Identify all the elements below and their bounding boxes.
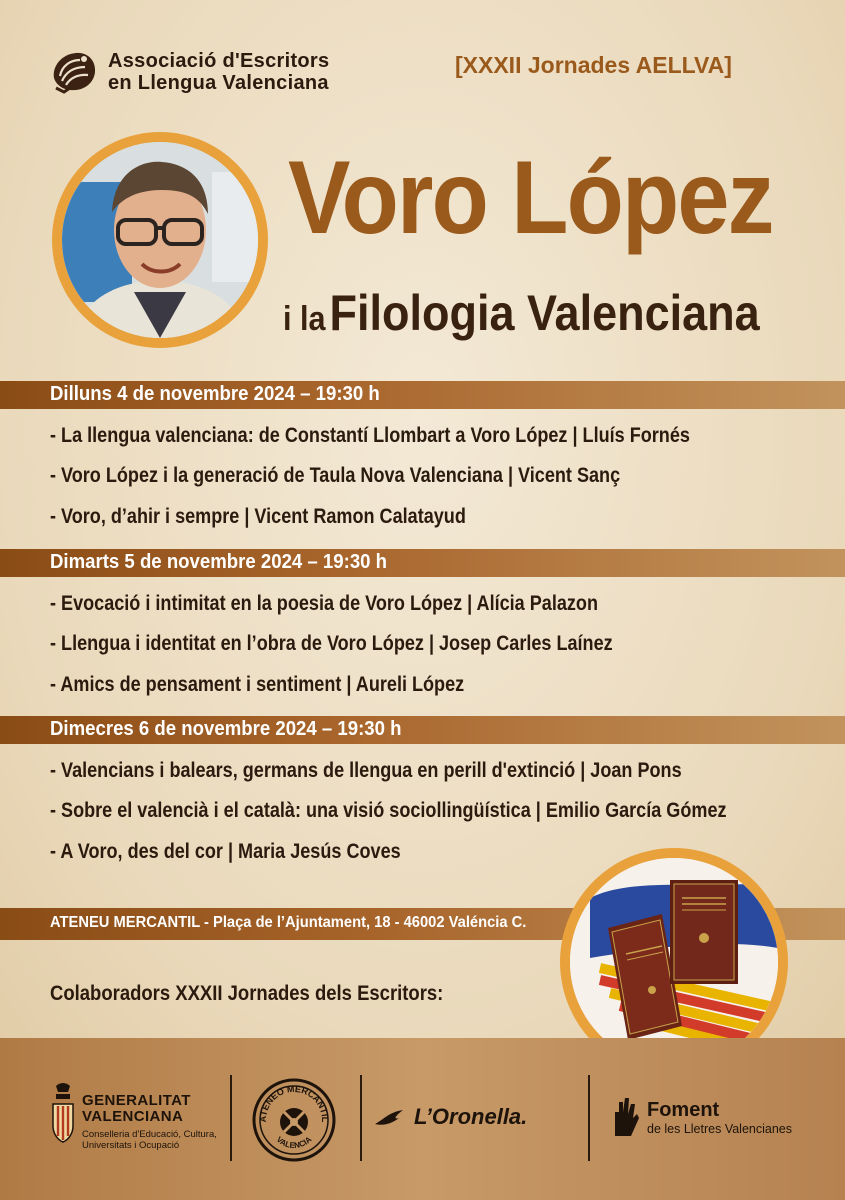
generalitat-line1: GENERALITAT <box>82 1092 191 1109</box>
page-title: Voro López <box>288 140 773 256</box>
talk-item: - Valencians i balears, germans de llengua en perill d'extinció | Joan Pons <box>50 759 682 782</box>
talk-item: - Voro, d’ahir i sempre | Vicent Ramon Calatayud <box>50 505 466 528</box>
day-label: Dimarts 5 de novembre 2024 – 19:30 h <box>50 551 388 573</box>
jornades-label: [XXXII Jornades AELLVA] <box>455 52 732 78</box>
ateneo-mercantil-seal-icon <box>252 1078 336 1162</box>
generalitat-dept-line2: Universitats i Ocupació <box>82 1140 180 1151</box>
association-name-line1: Associació d'Escritors <box>108 50 330 72</box>
ateneo-seal-top-text: ATENEO MERCANTIL <box>257 1083 331 1123</box>
day-bar-3 <box>0 716 845 744</box>
talk-item: - A Voro, des del cor | Maria Jesús Coves <box>50 840 401 863</box>
portrait-photo <box>62 142 258 338</box>
svg-text:VALENCIA <box>275 1135 314 1151</box>
foment-subtitle: de les Lletres Valencianes <box>647 1122 792 1136</box>
generalitat-emblem-icon <box>50 1082 76 1144</box>
footer-divider <box>360 1075 362 1161</box>
generalitat-department <box>82 1129 217 1151</box>
venue-text: ATENEU MERCANTIL - Plaça de l’Ajuntament, 18 - 46002 Valéncia C. <box>50 914 527 931</box>
oronella-logo-text: L’Oronella. <box>414 1104 528 1129</box>
generalitat-line2: VALENCIANA <box>82 1108 184 1125</box>
talk-item: - Evocació i intimitat en la poesia de Voro López | Alícia Palazon <box>50 592 598 615</box>
day-label: Dilluns 4 de novembre 2024 – 19:30 h <box>50 383 380 405</box>
foment-logo-text: Foment <box>647 1099 720 1121</box>
talk-item: - Amics de pensament i sentiment | Aureli López <box>50 673 465 696</box>
swallow-icon <box>373 1108 405 1128</box>
association-logo-icon <box>50 48 98 94</box>
footer-divider <box>230 1075 232 1161</box>
collaborators-heading: Colaboradors XXXII Jornades dels Escritors: <box>50 982 444 1005</box>
day-bar-1 <box>0 381 845 409</box>
subtitle-big: Filologia Valenciana <box>329 285 760 341</box>
books-illustration <box>570 858 778 1066</box>
talk-item: - Sobre el valencià i el català: una visió sociollingüística | Emilio García Gómez <box>50 799 727 822</box>
association-name-line2: en Llengua Valenciana <box>108 72 329 94</box>
day-label: Dimecres 6 de novembre 2024 – 19:30 h <box>50 718 402 740</box>
footer-divider <box>588 1075 590 1161</box>
generalitat-name <box>82 1093 191 1125</box>
portrait-illustration <box>62 142 258 338</box>
talk-item: - Llengua i identitat en l’obra de Voro López | Josep Carles Laínez <box>50 632 613 655</box>
ateneo-seal-bottom-text: VALENCIA <box>274 1134 314 1151</box>
page-subtitle <box>283 283 760 356</box>
association-name <box>108 50 329 94</box>
talk-item: - La llengua valenciana: de Constantí Llombart a Voro López | Lluís Fornés <box>50 424 690 447</box>
talk-item: - Voro López i la generació de Taula Nova Valenciana | Vicent Sanç <box>50 464 621 487</box>
subtitle-small: i la <box>283 300 326 338</box>
books-photo <box>570 858 778 1066</box>
day-bar-2 <box>0 549 845 577</box>
generalitat-dept-line1: Conselleria d'Educació, Cultura, <box>82 1129 217 1140</box>
hand-icon <box>611 1096 639 1138</box>
